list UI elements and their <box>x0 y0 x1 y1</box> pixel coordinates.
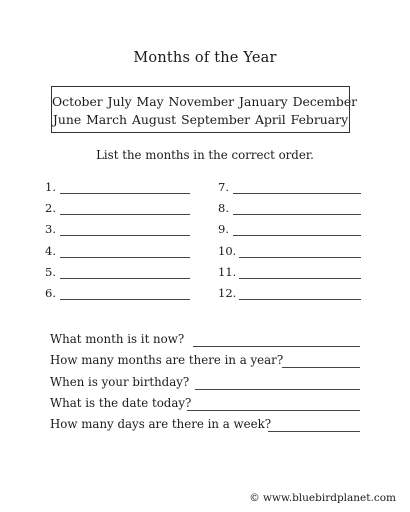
answer-underline[interactable] <box>60 235 190 236</box>
word-bank-row-1: October July May November January December <box>52 94 358 109</box>
answer-underline[interactable] <box>60 278 190 279</box>
line-number: 1. <box>45 180 56 194</box>
answer-line-2[interactable] <box>45 201 190 215</box>
answer-underline[interactable] <box>195 389 360 390</box>
question-text: When is your birthday? <box>50 375 190 389</box>
line-number: 6. <box>45 286 56 300</box>
answer-underline[interactable] <box>239 278 361 279</box>
answer-underline[interactable] <box>193 346 360 347</box>
line-number: 7. <box>218 180 229 194</box>
line-number: 2. <box>45 201 56 215</box>
answer-underline[interactable] <box>60 214 190 215</box>
answer-underline[interactable] <box>60 299 190 300</box>
line-number: 4. <box>45 244 56 258</box>
line-number: 12. <box>218 286 237 300</box>
question-text: What month is it now? <box>50 332 185 346</box>
question-date-today[interactable] <box>50 396 360 411</box>
answer-underline[interactable] <box>60 193 190 194</box>
answer-underline[interactable] <box>268 431 360 432</box>
word-bank-row-2: June March August September April February <box>52 112 349 127</box>
line-number: 10. <box>218 244 237 258</box>
question-text: How many months are there in a year? <box>50 353 284 367</box>
answer-line-5[interactable] <box>45 265 190 279</box>
line-number: 5. <box>45 265 56 279</box>
copyright-notice: © www.bluebirdplanet.com <box>249 492 396 504</box>
answer-underline[interactable] <box>60 257 190 258</box>
question-birthday[interactable] <box>50 375 360 390</box>
answer-underline[interactable] <box>233 214 361 215</box>
word-bank-box <box>51 86 358 133</box>
answer-line-12[interactable] <box>218 286 361 300</box>
question-days-in-week[interactable] <box>50 417 360 432</box>
answer-underline[interactable] <box>233 235 361 236</box>
line-number: 11. <box>218 265 237 279</box>
answer-line-7[interactable] <box>218 180 361 194</box>
instructions: List the months in the correct order. <box>96 148 314 162</box>
question-text: What is the date today? <box>50 396 192 410</box>
answer-line-6[interactable] <box>45 286 190 300</box>
line-number: 8. <box>218 201 229 215</box>
question-months-in-year[interactable] <box>50 353 360 368</box>
answer-underline[interactable] <box>239 299 361 300</box>
answer-line-3[interactable] <box>45 222 190 236</box>
line-number: 9. <box>218 222 229 236</box>
answer-line-8[interactable] <box>218 201 361 215</box>
answer-line-11[interactable] <box>218 265 361 279</box>
answer-line-1[interactable] <box>45 180 190 194</box>
answer-underline[interactable] <box>233 193 361 194</box>
answer-underline[interactable] <box>282 367 360 368</box>
answer-underline[interactable] <box>187 410 360 411</box>
page-title: Months of the Year <box>133 50 277 66</box>
answer-line-4[interactable] <box>45 244 190 258</box>
question-text: How many days are there in a week? <box>50 417 272 431</box>
question-current-month[interactable] <box>50 332 360 347</box>
line-number: 3. <box>45 222 56 236</box>
answer-line-9[interactable] <box>218 222 361 236</box>
answer-underline[interactable] <box>239 257 361 258</box>
answer-line-10[interactable] <box>218 244 361 258</box>
